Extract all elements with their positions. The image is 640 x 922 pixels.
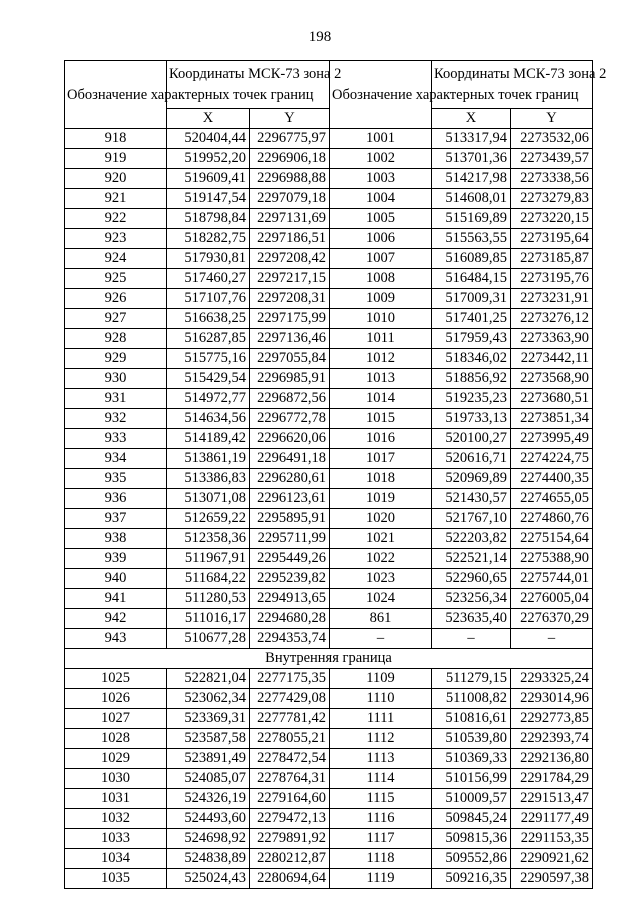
point-id-cell: 1034 bbox=[65, 849, 167, 869]
point-id-cell: 1014 bbox=[330, 389, 432, 409]
y-coord-cell: 2277429,08 bbox=[250, 689, 330, 709]
point-id-cell: 1030 bbox=[65, 769, 167, 789]
table-row bbox=[65, 629, 593, 649]
point-id-cell: 925 bbox=[65, 269, 167, 289]
x-coord-cell: 510677,28 bbox=[167, 629, 250, 649]
table-row bbox=[65, 409, 593, 429]
point-id-cell: 1015 bbox=[330, 409, 432, 429]
table-row bbox=[65, 189, 593, 209]
x-coord-cell: 518856,92 bbox=[432, 369, 511, 389]
y-coord-cell: – bbox=[511, 629, 593, 649]
table-row bbox=[65, 449, 593, 469]
x-coord-cell: 524493,60 bbox=[167, 809, 250, 829]
point-id-cell: 941 bbox=[65, 589, 167, 609]
y-coord-cell: 2273220,15 bbox=[511, 209, 593, 229]
y-coord-cell: 2273363,90 bbox=[511, 329, 593, 349]
point-id-cell: 1018 bbox=[330, 469, 432, 489]
x-coord-cell: 514972,77 bbox=[167, 389, 250, 409]
outer-boundary-rows bbox=[65, 129, 593, 649]
table-row bbox=[65, 769, 593, 789]
x-coord-cell: 519235,23 bbox=[432, 389, 511, 409]
x-coord-cell: 513071,08 bbox=[167, 489, 250, 509]
table-row bbox=[65, 289, 593, 309]
x-coord-cell: 513701,36 bbox=[432, 149, 511, 169]
point-id-cell: 1110 bbox=[330, 689, 432, 709]
table-row bbox=[65, 369, 593, 389]
x-coord-cell: 511279,15 bbox=[432, 669, 511, 689]
x-coord-cell: 516287,85 bbox=[167, 329, 250, 349]
x-coord-cell: 522203,82 bbox=[432, 529, 511, 549]
table-row bbox=[65, 169, 593, 189]
point-id-cell: 1117 bbox=[330, 829, 432, 849]
point-id-cell: 1112 bbox=[330, 729, 432, 749]
table-row bbox=[65, 429, 593, 449]
table-row bbox=[65, 129, 593, 149]
point-id-cell: 930 bbox=[65, 369, 167, 389]
y-coord-cell: 2273439,57 bbox=[511, 149, 593, 169]
y-coord-cell: 2273338,56 bbox=[511, 169, 593, 189]
x-coord-cell: 517959,43 bbox=[432, 329, 511, 349]
x-coord-cell: 518346,02 bbox=[432, 349, 511, 369]
point-id-cell: 1021 bbox=[330, 529, 432, 549]
x-coord-cell: 517460,27 bbox=[167, 269, 250, 289]
x-coord-cell: 523891,49 bbox=[167, 749, 250, 769]
x-coord-cell: 522821,04 bbox=[167, 669, 250, 689]
table-row bbox=[65, 789, 593, 809]
table-row bbox=[65, 269, 593, 289]
table-row bbox=[65, 669, 593, 689]
x-coord-cell: 524698,92 bbox=[167, 829, 250, 849]
y-coord-cell: 2294353,74 bbox=[250, 629, 330, 649]
y-coord-cell: 2274860,76 bbox=[511, 509, 593, 529]
x-coord-cell: 524085,07 bbox=[167, 769, 250, 789]
table-row bbox=[65, 809, 593, 829]
y-coord-cell: 2279472,13 bbox=[250, 809, 330, 829]
point-label-header: Обозначение характерных точек границ bbox=[330, 61, 432, 129]
y-coord-cell: 2296872,56 bbox=[250, 389, 330, 409]
y-coord-cell: 2273185,87 bbox=[511, 249, 593, 269]
y-coord-cell: 2296491,18 bbox=[250, 449, 330, 469]
point-id-cell: 1023 bbox=[330, 569, 432, 589]
table-row bbox=[65, 329, 593, 349]
inner-boundary-rows bbox=[65, 669, 593, 889]
point-id-cell: 928 bbox=[65, 329, 167, 349]
y-column-header: Y bbox=[250, 109, 330, 129]
y-coord-cell: 2278055,21 bbox=[250, 729, 330, 749]
y-coord-cell: 2290597,38 bbox=[511, 869, 593, 889]
table-row bbox=[65, 829, 593, 849]
x-coord-cell: 510156,99 bbox=[432, 769, 511, 789]
point-id-cell: 1008 bbox=[330, 269, 432, 289]
table-row bbox=[65, 869, 593, 889]
x-coord-cell: 521430,57 bbox=[432, 489, 511, 509]
point-id-cell: 1033 bbox=[65, 829, 167, 849]
x-coord-cell: 517401,25 bbox=[432, 309, 511, 329]
point-id-cell: 939 bbox=[65, 549, 167, 569]
y-coord-cell: 2274655,05 bbox=[511, 489, 593, 509]
point-id-cell: 920 bbox=[65, 169, 167, 189]
table-row bbox=[65, 709, 593, 729]
table-row bbox=[65, 569, 593, 589]
y-coord-cell: 2291177,49 bbox=[511, 809, 593, 829]
x-coord-cell: 517009,31 bbox=[432, 289, 511, 309]
x-coord-cell: 516484,15 bbox=[432, 269, 511, 289]
x-coord-cell: 522521,14 bbox=[432, 549, 511, 569]
x-coord-cell: 516638,25 bbox=[167, 309, 250, 329]
x-coord-cell: 514608,01 bbox=[432, 189, 511, 209]
y-coord-cell: 2273680,51 bbox=[511, 389, 593, 409]
x-coord-cell: 511967,91 bbox=[167, 549, 250, 569]
point-id-cell: 1025 bbox=[65, 669, 167, 689]
y-coord-cell: 2275154,64 bbox=[511, 529, 593, 549]
y-coord-cell: 2273568,90 bbox=[511, 369, 593, 389]
point-id-cell: 926 bbox=[65, 289, 167, 309]
y-coord-cell: 2273195,76 bbox=[511, 269, 593, 289]
y-coord-cell: 2297131,69 bbox=[250, 209, 330, 229]
point-id-cell: 924 bbox=[65, 249, 167, 269]
point-id-cell: 1024 bbox=[330, 589, 432, 609]
point-id-cell: 1114 bbox=[330, 769, 432, 789]
x-coord-cell: 519733,13 bbox=[432, 409, 511, 429]
y-coord-cell: 2292136,80 bbox=[511, 749, 593, 769]
point-id-cell: 1035 bbox=[65, 869, 167, 889]
point-id-cell: 934 bbox=[65, 449, 167, 469]
point-id-cell: 1009 bbox=[330, 289, 432, 309]
y-coord-cell: 2273195,64 bbox=[511, 229, 593, 249]
y-coord-cell: 2273851,34 bbox=[511, 409, 593, 429]
table-row bbox=[65, 609, 593, 629]
point-id-cell: 1016 bbox=[330, 429, 432, 449]
y-coord-cell: 2273532,06 bbox=[511, 129, 593, 149]
point-id-cell: 1006 bbox=[330, 229, 432, 249]
y-coord-cell: 2280212,87 bbox=[250, 849, 330, 869]
y-coord-cell: 2291513,47 bbox=[511, 789, 593, 809]
x-coord-cell: 520616,71 bbox=[432, 449, 511, 469]
x-coord-cell: 517107,76 bbox=[167, 289, 250, 309]
y-coord-cell: 2279164,60 bbox=[250, 789, 330, 809]
point-id-cell: 936 bbox=[65, 489, 167, 509]
point-id-cell: 1029 bbox=[65, 749, 167, 769]
table-row bbox=[65, 749, 593, 769]
point-id-cell: 1002 bbox=[330, 149, 432, 169]
y-coord-cell: 2297175,99 bbox=[250, 309, 330, 329]
y-coord-cell: 2292773,85 bbox=[511, 709, 593, 729]
point-id-cell: 938 bbox=[65, 529, 167, 549]
y-coord-cell: 2294680,28 bbox=[250, 609, 330, 629]
y-coord-cell: 2278764,31 bbox=[250, 769, 330, 789]
x-coord-cell: 524326,19 bbox=[167, 789, 250, 809]
table-row bbox=[65, 469, 593, 489]
x-coord-cell: 523369,31 bbox=[167, 709, 250, 729]
x-coord-cell: 522960,65 bbox=[432, 569, 511, 589]
x-coord-cell: 517930,81 bbox=[167, 249, 250, 269]
y-coord-cell: 2296906,18 bbox=[250, 149, 330, 169]
point-id-cell: 942 bbox=[65, 609, 167, 629]
point-id-cell: 921 bbox=[65, 189, 167, 209]
table-row bbox=[65, 509, 593, 529]
x-coord-cell: 520100,27 bbox=[432, 429, 511, 449]
point-id-cell: 1109 bbox=[330, 669, 432, 689]
y-coord-cell: 2279891,92 bbox=[250, 829, 330, 849]
point-id-cell: 1022 bbox=[330, 549, 432, 569]
y-coord-cell: 2276005,04 bbox=[511, 589, 593, 609]
x-coord-cell: 511016,17 bbox=[167, 609, 250, 629]
y-coord-cell: 2277175,35 bbox=[250, 669, 330, 689]
point-id-cell: 1116 bbox=[330, 809, 432, 829]
x-coord-cell: 515775,16 bbox=[167, 349, 250, 369]
y-coord-cell: 2296280,61 bbox=[250, 469, 330, 489]
x-coord-cell: 525024,43 bbox=[167, 869, 250, 889]
x-coord-cell: 512659,22 bbox=[167, 509, 250, 529]
x-coord-cell: 520969,89 bbox=[432, 469, 511, 489]
y-coord-cell: 2293014,96 bbox=[511, 689, 593, 709]
y-coord-cell: 2297208,42 bbox=[250, 249, 330, 269]
point-id-cell: 932 bbox=[65, 409, 167, 429]
x-coord-cell: 523635,40 bbox=[432, 609, 511, 629]
y-coord-cell: 2292393,74 bbox=[511, 729, 593, 749]
x-coord-cell: 510539,80 bbox=[432, 729, 511, 749]
y-coord-cell: 2273276,12 bbox=[511, 309, 593, 329]
x-coord-cell: 515563,55 bbox=[432, 229, 511, 249]
point-id-cell: 1119 bbox=[330, 869, 432, 889]
y-coord-cell: 2294913,65 bbox=[250, 589, 330, 609]
point-id-cell: 1115 bbox=[330, 789, 432, 809]
y-coord-cell: 2296985,91 bbox=[250, 369, 330, 389]
point-id-cell: 1007 bbox=[330, 249, 432, 269]
table-row bbox=[65, 249, 593, 269]
point-id-cell: 1027 bbox=[65, 709, 167, 729]
x-coord-cell: 513861,19 bbox=[167, 449, 250, 469]
y-coord-cell: 2280694,64 bbox=[250, 869, 330, 889]
x-coord-cell: 515429,54 bbox=[167, 369, 250, 389]
page-number: 198 bbox=[308, 29, 332, 45]
table-row bbox=[65, 309, 593, 329]
table-row bbox=[65, 589, 593, 609]
y-coord-cell: 2273279,83 bbox=[511, 189, 593, 209]
coords-label-header: Координаты МСК-73 зона 2 bbox=[167, 61, 330, 109]
x-coord-cell: 513386,83 bbox=[167, 469, 250, 489]
table-row bbox=[65, 389, 593, 409]
x-coord-cell: 513317,94 bbox=[432, 129, 511, 149]
y-coord-cell: 2290921,62 bbox=[511, 849, 593, 869]
y-coord-cell: 2291153,35 bbox=[511, 829, 593, 849]
section-divider bbox=[65, 649, 593, 669]
table-row bbox=[65, 849, 593, 869]
x-coord-cell: 515169,89 bbox=[432, 209, 511, 229]
x-coord-cell: 516089,85 bbox=[432, 249, 511, 269]
x-coord-cell: 510816,61 bbox=[432, 709, 511, 729]
point-id-cell: – bbox=[330, 629, 432, 649]
y-coord-cell: 2278472,54 bbox=[250, 749, 330, 769]
y-coord-cell: 2275388,90 bbox=[511, 549, 593, 569]
point-id-cell: 1017 bbox=[330, 449, 432, 469]
y-coord-cell: 2297186,51 bbox=[250, 229, 330, 249]
point-id-cell: 935 bbox=[65, 469, 167, 489]
point-id-cell: 1019 bbox=[330, 489, 432, 509]
table-header bbox=[65, 61, 607, 129]
table-row bbox=[65, 489, 593, 509]
x-coord-cell: 510369,33 bbox=[432, 749, 511, 769]
x-coord-cell: 524838,89 bbox=[167, 849, 250, 869]
coordinates-table bbox=[64, 60, 607, 889]
y-coord-cell: 2296123,61 bbox=[250, 489, 330, 509]
x-coord-cell: 519147,54 bbox=[167, 189, 250, 209]
point-id-cell: 940 bbox=[65, 569, 167, 589]
point-id-cell: 1004 bbox=[330, 189, 432, 209]
y-coord-cell: 2293325,24 bbox=[511, 669, 593, 689]
point-id-cell: 927 bbox=[65, 309, 167, 329]
table-row bbox=[65, 689, 593, 709]
x-coord-cell: 514634,56 bbox=[167, 409, 250, 429]
x-coord-cell: 514189,42 bbox=[167, 429, 250, 449]
y-coord-cell: 2274224,75 bbox=[511, 449, 593, 469]
y-coord-cell: 2296988,88 bbox=[250, 169, 330, 189]
y-coord-cell: 2295711,99 bbox=[250, 529, 330, 549]
point-id-cell: 1032 bbox=[65, 809, 167, 829]
point-id-cell: 1020 bbox=[330, 509, 432, 529]
x-coord-cell: 523256,34 bbox=[432, 589, 511, 609]
point-id-cell: 1011 bbox=[330, 329, 432, 349]
x-coord-cell: 509815,36 bbox=[432, 829, 511, 849]
x-coord-cell: 521767,10 bbox=[432, 509, 511, 529]
x-coord-cell: 510009,57 bbox=[432, 789, 511, 809]
point-id-cell: 919 bbox=[65, 149, 167, 169]
x-coord-cell: 519952,20 bbox=[167, 149, 250, 169]
x-coord-cell: 509845,24 bbox=[432, 809, 511, 829]
point-id-cell: 1013 bbox=[330, 369, 432, 389]
y-coord-cell: 2275744,01 bbox=[511, 569, 593, 589]
y-coord-cell: 2291784,29 bbox=[511, 769, 593, 789]
y-coord-cell: 2296772,78 bbox=[250, 409, 330, 429]
point-id-cell: 1001 bbox=[330, 129, 432, 149]
point-id-cell: 918 bbox=[65, 129, 167, 149]
x-coord-cell: 509216,35 bbox=[432, 869, 511, 889]
x-column-header: X bbox=[432, 109, 511, 129]
table-row bbox=[65, 349, 593, 369]
y-coord-cell: 2297208,31 bbox=[250, 289, 330, 309]
y-coord-cell: 2274400,35 bbox=[511, 469, 593, 489]
x-coord-cell: 514217,98 bbox=[432, 169, 511, 189]
table-row bbox=[65, 229, 593, 249]
x-coord-cell: 511280,53 bbox=[167, 589, 250, 609]
y-coord-cell: 2297055,84 bbox=[250, 349, 330, 369]
x-coord-cell: 520404,44 bbox=[167, 129, 250, 149]
table-row bbox=[65, 549, 593, 569]
point-id-cell: 933 bbox=[65, 429, 167, 449]
x-coord-cell: 512358,36 bbox=[167, 529, 250, 549]
x-coord-cell: 511684,22 bbox=[167, 569, 250, 589]
y-coord-cell: 2276370,29 bbox=[511, 609, 593, 629]
point-id-cell: 922 bbox=[65, 209, 167, 229]
point-id-cell: 1113 bbox=[330, 749, 432, 769]
y-coord-cell: 2295239,82 bbox=[250, 569, 330, 589]
y-coord-cell: 2297136,46 bbox=[250, 329, 330, 349]
x-coord-cell: 523587,58 bbox=[167, 729, 250, 749]
x-coord-cell: 519609,41 bbox=[167, 169, 250, 189]
point-label-header: Обозначение характерных точек границ bbox=[65, 61, 167, 129]
y-coord-cell: 2297079,18 bbox=[250, 189, 330, 209]
y-coord-cell: 2273442,11 bbox=[511, 349, 593, 369]
table-row bbox=[65, 729, 593, 749]
x-coord-cell: 518798,84 bbox=[167, 209, 250, 229]
x-coord-cell: 523062,34 bbox=[167, 689, 250, 709]
point-id-cell: 1118 bbox=[330, 849, 432, 869]
y-coord-cell: 2297217,15 bbox=[250, 269, 330, 289]
y-coord-cell: 2273995,49 bbox=[511, 429, 593, 449]
y-coord-cell: 2295895,91 bbox=[250, 509, 330, 529]
point-id-cell: 923 bbox=[65, 229, 167, 249]
table-row bbox=[65, 149, 593, 169]
point-id-cell: 1012 bbox=[330, 349, 432, 369]
y-coord-cell: 2277781,42 bbox=[250, 709, 330, 729]
point-id-cell: 861 bbox=[330, 609, 432, 629]
point-id-cell: 1111 bbox=[330, 709, 432, 729]
y-coord-cell: 2296620,06 bbox=[250, 429, 330, 449]
table-row bbox=[65, 529, 593, 549]
point-id-cell: 929 bbox=[65, 349, 167, 369]
y-coord-cell: 2295449,26 bbox=[250, 549, 330, 569]
x-coord-cell: 511008,82 bbox=[432, 689, 511, 709]
point-id-cell: 1003 bbox=[330, 169, 432, 189]
section-label-inner-boundary: Внутренняя граница bbox=[65, 649, 593, 669]
x-column-header: X bbox=[167, 109, 250, 129]
point-id-cell: 1010 bbox=[330, 309, 432, 329]
y-coord-cell: 2273231,91 bbox=[511, 289, 593, 309]
y-column-header: Y bbox=[511, 109, 593, 129]
point-id-cell: 1031 bbox=[65, 789, 167, 809]
x-coord-cell: 509552,86 bbox=[432, 849, 511, 869]
table-row bbox=[65, 209, 593, 229]
point-id-cell: 943 bbox=[65, 629, 167, 649]
point-id-cell: 1028 bbox=[65, 729, 167, 749]
x-coord-cell: – bbox=[432, 629, 511, 649]
y-coord-cell: 2296775,97 bbox=[250, 129, 330, 149]
point-id-cell: 1026 bbox=[65, 689, 167, 709]
point-id-cell: 1005 bbox=[330, 209, 432, 229]
coords-label-header: Координаты МСК-73 зона 2 bbox=[432, 61, 593, 109]
point-id-cell: 937 bbox=[65, 509, 167, 529]
x-coord-cell: 518282,75 bbox=[167, 229, 250, 249]
point-id-cell: 931 bbox=[65, 389, 167, 409]
